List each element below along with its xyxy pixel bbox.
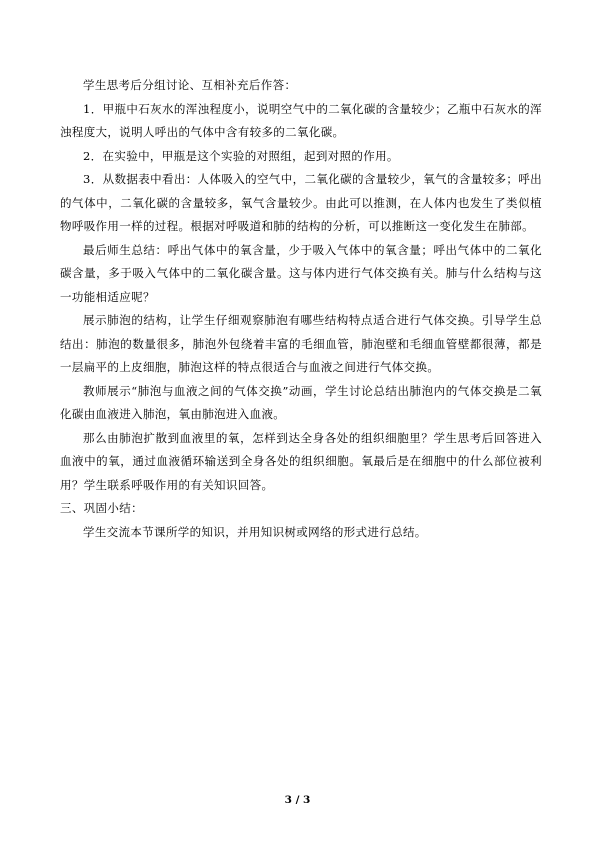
paragraph-answer-3: 3．从数据表中看出：人体吸入的空气中，二氧化碳的含量较少，氧气的含量较多；呼出的气体中，二氧化碳的含量较多，氧气含量较少。由此可以推测，在人体内也发生了类似植物呼吸作用一样的过程。根据对呼吸道和肺的结构的分析，可以推断这一变化发生在肺部。	[60, 172, 542, 233]
paragraph-gas-exchange-animation: 教师展示“肺泡与血液之间的气体交换”动画，学生讨论总结出肺泡内的气体交换是二氧化碳由血液进入肺泡，氧由肺泡进入血液。	[60, 383, 542, 421]
section-heading-consolidation: 三、巩固小结：	[60, 501, 143, 515]
paragraph-answer-2: 2．在实验中，甲瓶是这个实验的对照组，起到对照的作用。	[83, 148, 399, 163]
page-number: 3 / 3	[284, 794, 311, 806]
document-body	[60, 74, 542, 544]
paragraph-discussion-intro: 学生思考后分组讨论、互相补充后作答：	[83, 78, 297, 92]
paragraph-alveoli-structure: 展示肺泡的结构，让学生仔细观察肺泡有哪些结构特点适合进行气体交换。引导学生总结出：肺泡的数量很多，肺泡外包绕着丰富的毛细血管，肺泡壁和毛细血管壁都很薄，都是一层扁平的上皮细胞，肺泡这样的特点很适合与血液之间进行气体交换。	[60, 313, 542, 374]
paragraph-closing-summary: 学生交流本节课所学的知识，并用知识树或网络的形式进行总结。	[83, 524, 427, 539]
paragraph-answer-1: 1．甲瓶中石灰水的浑浊程度小，说明空气中的二氧化碳的含量较少；乙瓶中石灰水的浑浊程度大，说明人呼出的气体中含有较多的二氧化碳。	[60, 101, 542, 139]
paragraph-oxygen-transport: 那么由肺泡扩散到血液里的氧，怎样到达全身各处的组织细胞里？学生思考后回答进入血液中的氧，通过血液循环输送到全身各处的组织细胞。氧最后是在细胞中的什么部位被利用？学生联系呼吸作用的有关知识回答。	[60, 430, 542, 492]
paragraph-summary: 最后师生总结：呼出气体中的氧含量，少于吸入气体中的氧含量；呼出气体中的二氧化碳含量，多于吸入气体中的二氧化碳含量。这与体内进行气体交换有关。肺与什么结构与这一功能相适应呢？	[60, 242, 542, 304]
